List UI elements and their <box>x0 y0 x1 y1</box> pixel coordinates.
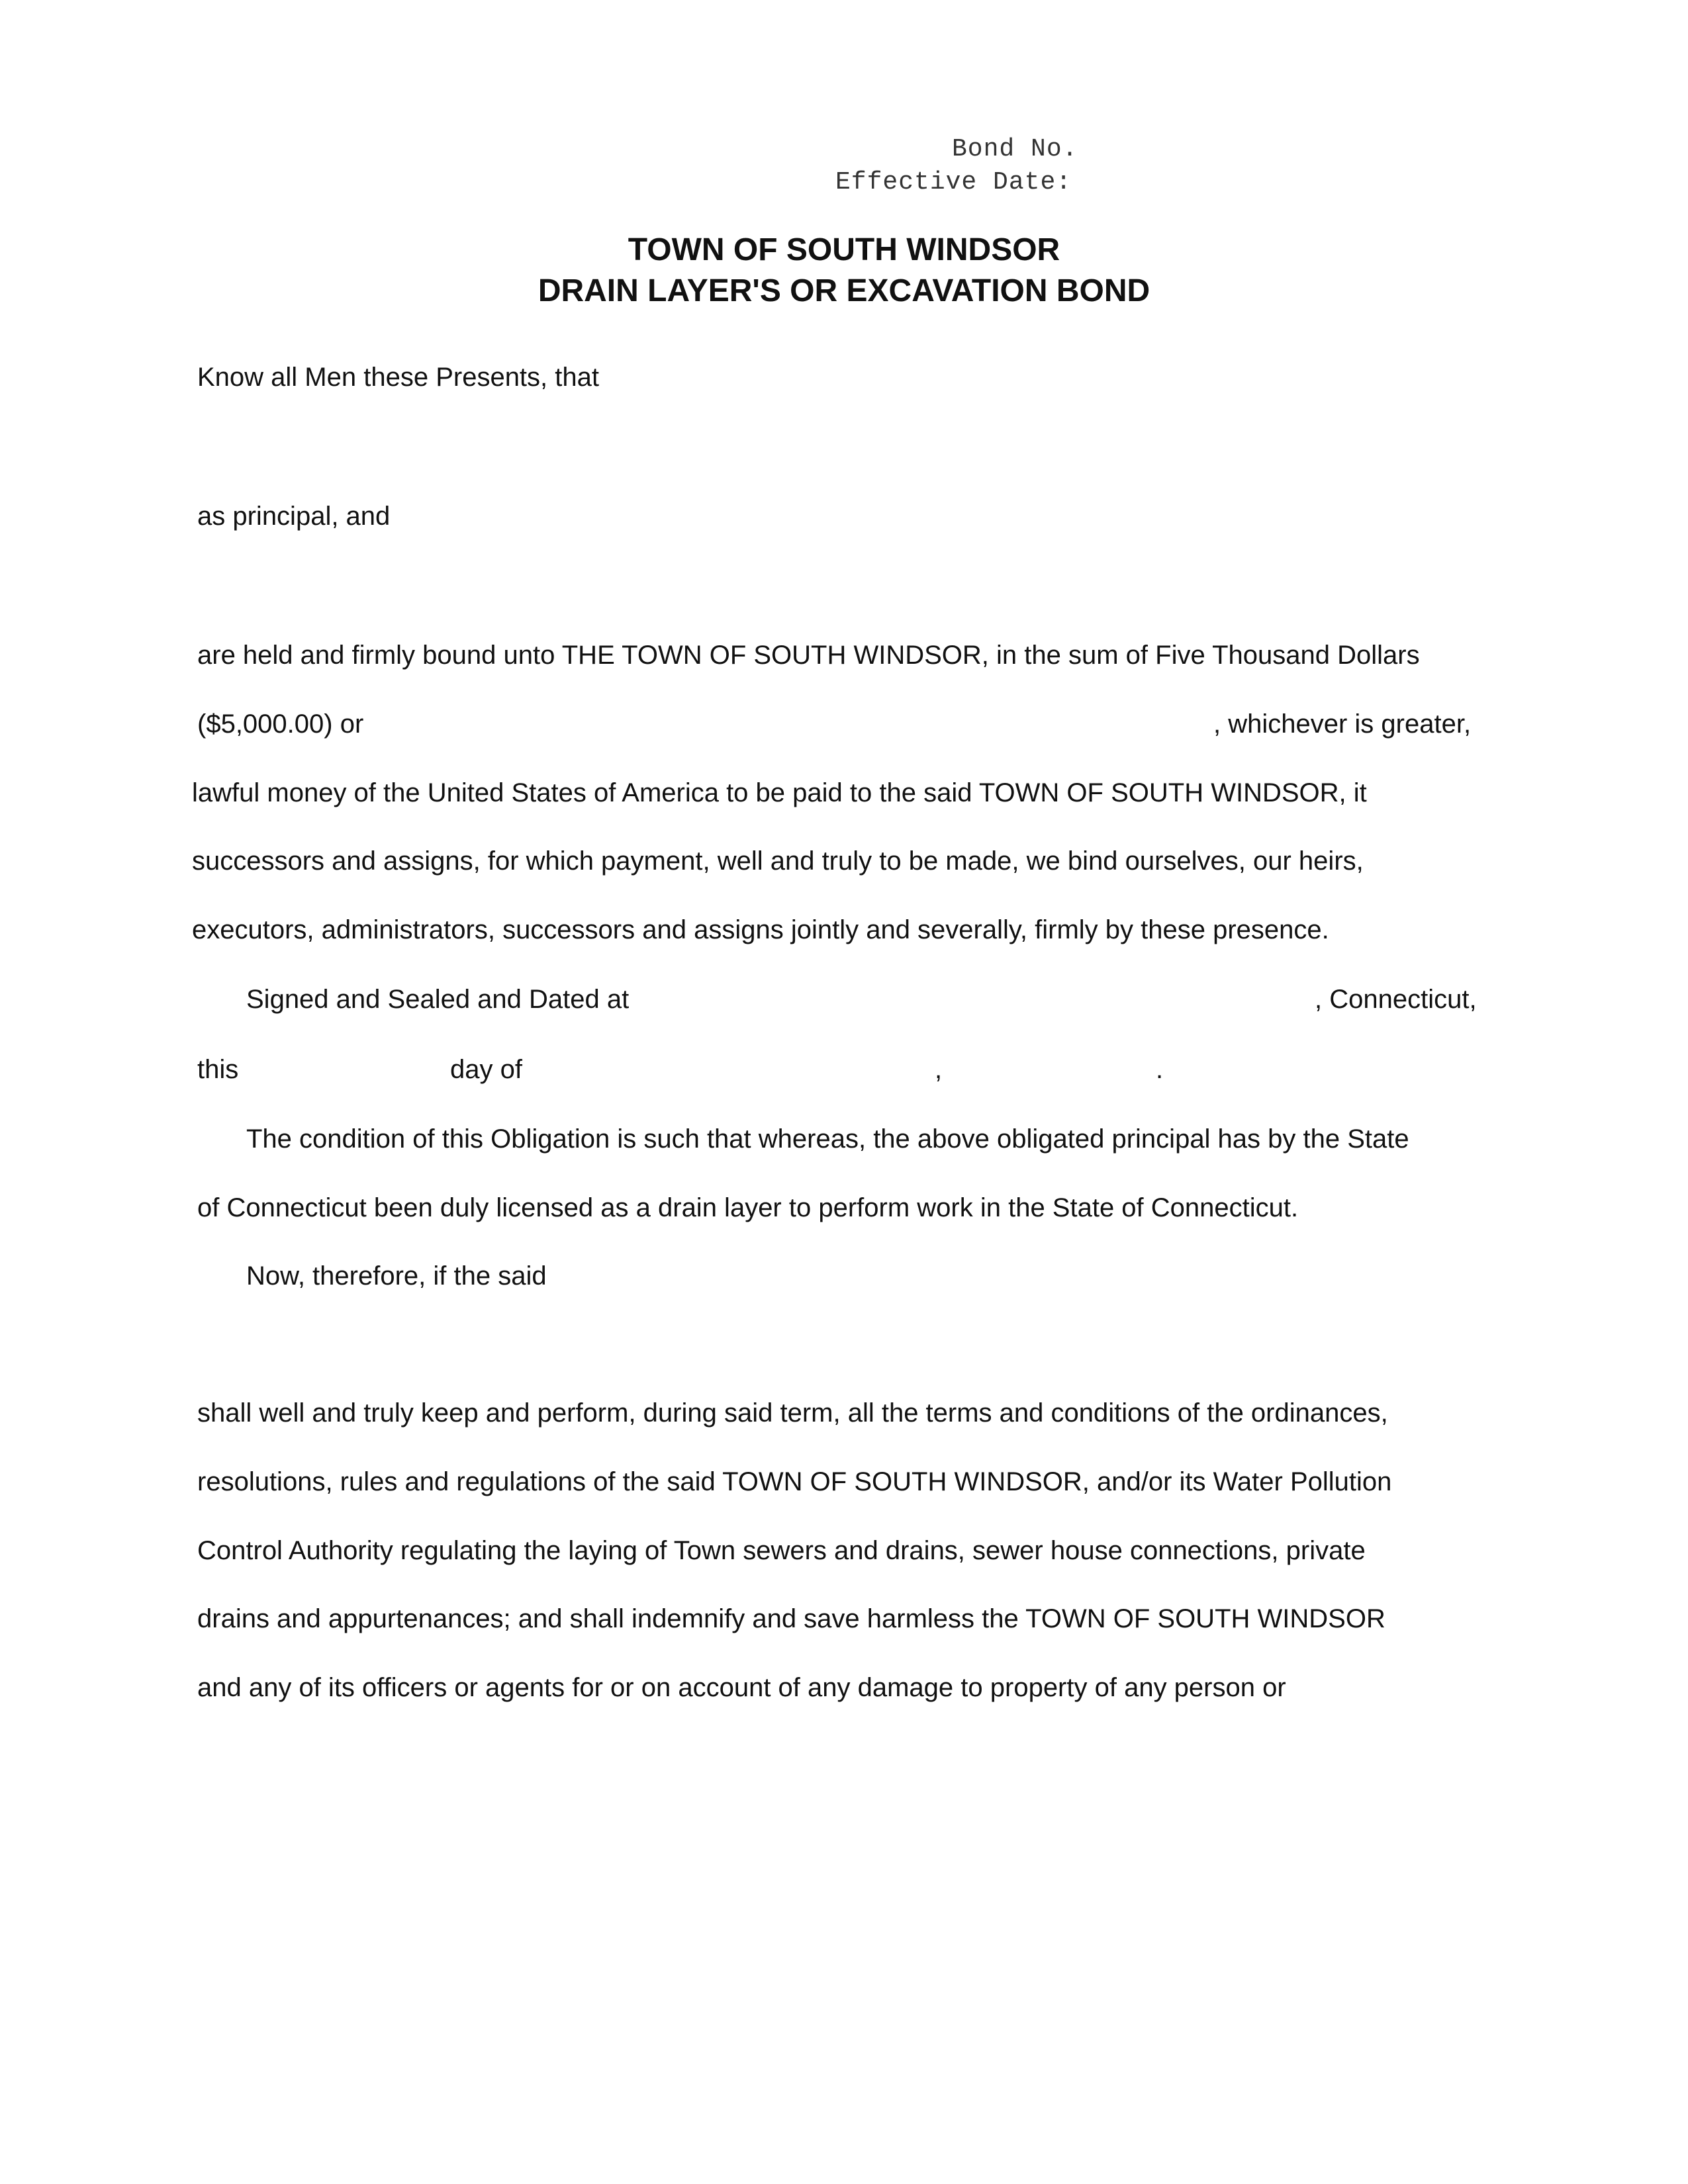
now-therefore-text: Now, therefore, if the said <box>246 1261 547 1291</box>
shall-text-1: shall well and truly keep and perform, during said term, all the terms and conditions of the ordinances, <box>197 1398 1388 1428</box>
document-title-town: TOWN OF SOUTH WINDSOR <box>628 232 1060 267</box>
shall-text-2: resolutions, rules and regulations of the said TOWN OF SOUTH WINDSOR, and/or its Water Pollution <box>197 1467 1392 1496</box>
as-principal-text: as principal, and <box>197 502 391 531</box>
document-title-bond-type: DRAIN LAYER'S OR EXCAVATION BOND <box>538 273 1150 308</box>
sum-left-text: ($5,000.00) or <box>197 709 364 739</box>
day-of-text: day of <box>450 1055 522 1084</box>
held-bound-text: are held and firmly bound unto THE TOWN OF SOUTH WINDSOR, in the sum of Five Thousand Dollars <box>197 641 1420 670</box>
know-all-men-text: Know all Men these Presents, that <box>197 363 599 392</box>
lawful-money-text: lawful money of the United States of America to be paid to the said TOWN OF SOUTH WINDSOR, it <box>192 778 1367 807</box>
shall-text-3: Control Authority regulating the laying of Town sewers and drains, sewer house connections, private <box>197 1536 1366 1565</box>
connecticut-text: , Connecticut, <box>1315 985 1477 1014</box>
bond-number-label: Bond No. <box>952 135 1078 163</box>
date-period: . <box>1156 1055 1164 1084</box>
shall-text-4: drains and appurtenances; and shall indemnify and save harmless the TOWN OF SOUTH WINDSOR <box>197 1604 1385 1633</box>
effective-date-label: Effective Date: <box>835 168 1072 197</box>
this-text: this <box>197 1055 239 1084</box>
shall-text-5: and any of its officers or agents for or on account of any damage to property of any person or <box>197 1673 1286 1702</box>
condition-text-1: The condition of this Obligation is such that whereas, the above obligated principal has by the State <box>246 1124 1409 1154</box>
sum-right-text: , whichever is greater, <box>1213 709 1472 739</box>
date-comma: , <box>935 1055 943 1084</box>
condition-text-2: of Connecticut been duly licensed as a drain layer to perform work in the State of Connecticut. <box>197 1193 1299 1222</box>
successors-text: successors and assigns, for which payment, well and truly to be made, we bind ourselves, our heirs, <box>192 846 1364 876</box>
executors-text: executors, administrators, successors and assigns jointly and severally, firmly by these presence. <box>192 915 1329 944</box>
signed-sealed-text: Signed and Sealed and Dated at <box>246 985 630 1014</box>
